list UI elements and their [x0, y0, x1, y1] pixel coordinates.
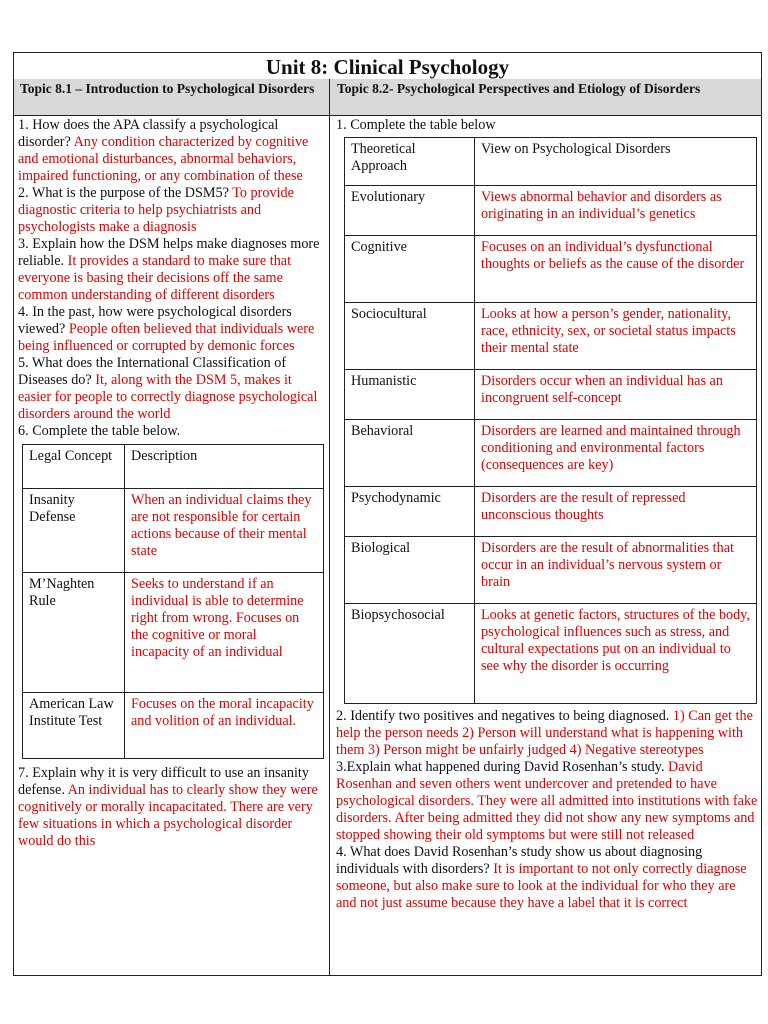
table-row [345, 604, 757, 704]
view-cell: Disorders are the result of abnormalities that occur in an individual’s nervous system or brain [475, 537, 757, 604]
legal-concept-cell: American Law Institute Test [23, 693, 125, 759]
topic-header-row [14, 79, 761, 116]
table-header-cell: Legal Concept [23, 445, 125, 489]
answer-text: 1) Can get the help the person needs 2) Person will understand what is happening with them 3) Person might be unfairly judged 4) Negative stereotypes [336, 708, 753, 758]
view-cell: Views abnormal behavior and disorders as originating in an individual’s genetics [475, 186, 757, 236]
question-text: 2. Identify two positives and negatives to being diagnosed. [336, 708, 673, 724]
perspectives-table [344, 137, 757, 704]
column-divider [329, 79, 330, 975]
table-header-cell: View on Psychological Disorders [475, 138, 757, 186]
question-text: 7. Explain why it is very difficult to use an insanity defense. [18, 765, 309, 798]
view-cell: Disorders occur when an individual has an incongruent self-concept [475, 370, 757, 420]
table-header-cell: Description [125, 445, 324, 489]
left-column [18, 117, 324, 850]
answer-text: It provides a standard to make sure that everyone is basing their decisions off the same common understanding of different disorders [18, 253, 292, 303]
answer-text: David Rosenhan and seven others went undercover and pretended to have psychological disorders. They were all admitted into institutions with fake disorders. After being admitted they did not show any new symptoms and stopped showing their old symptoms but were still not released [336, 759, 758, 843]
question-text: 5. What does the International Classification of Diseases do? [18, 355, 287, 388]
table-header-row [345, 138, 757, 186]
legal-description-cell: Seeks to understand if an individual is able to determine right from wrong. Focuses on the cognitive or moral incapacity of an individual [125, 573, 324, 693]
worksheet [13, 52, 762, 976]
table-row [345, 186, 757, 236]
question-text: 3.Explain what happened during David Rosenhan’s study. [336, 759, 669, 775]
approach-cell: Behavioral [345, 420, 475, 487]
answer-text: An individual has to clearly show they were cognitively or morally incapacitated. There are very few situations in which a psychological disorder would do this [18, 782, 318, 849]
question-4 [18, 304, 324, 355]
legal-concept-cell: M’Naghten Rule [23, 573, 125, 693]
approach-cell: Biopsychosocial [345, 604, 475, 704]
approach-cell: Evolutionary [345, 186, 475, 236]
table-row [345, 370, 757, 420]
legal-concept-cell: Insanity Defense [23, 489, 125, 573]
approach-cell: Cognitive [345, 236, 475, 303]
legal-description-cell: Focuses on the moral incapacity and volition of an individual. [125, 693, 324, 759]
question-3-right [336, 759, 759, 844]
table-row [23, 489, 324, 573]
table-row [23, 693, 324, 759]
table-row [345, 420, 757, 487]
question-text: 4. In the past, how were psychological disorders viewed? [18, 304, 292, 337]
question-6: 6. Complete the table below. [18, 423, 181, 439]
question-4-right [336, 844, 759, 912]
question-text: 3. Explain how the DSM helps make diagnoses more reliable. [18, 236, 320, 269]
table-header-row [23, 445, 324, 489]
question-5 [18, 355, 324, 423]
table-row [345, 303, 757, 370]
question-text: 1. How does the APA classify a psychological disorder? [18, 117, 279, 150]
question-3 [18, 236, 324, 304]
table-row [23, 573, 324, 693]
table-row [345, 537, 757, 604]
approach-cell: Sociocultural [345, 303, 475, 370]
view-cell: Disorders are learned and maintained through conditioning and environmental factors (consequences are key) [475, 420, 757, 487]
page-title: Unit 8: Clinical Psychology [14, 53, 761, 80]
view-cell: Looks at genetic factors, structures of the body, psychological influences such as stress, and cultural expectations put on an individual to see why the disorder is occurring [475, 604, 757, 704]
left-topic-header: Topic 8.1 – Introduction to Psychological Disorders [20, 81, 315, 96]
right-topic-header: Topic 8.2- Psychological Perspectives and Etiology of Disorders [337, 81, 701, 96]
answer-text: To provide diagnostic criteria to help psychiatrists and psychologists make a diagnosis [18, 185, 294, 235]
question-text: 4. What does David Rosenhan’s study show us about diagnosing individuals with disorders? [336, 844, 703, 877]
approach-cell: Biological [345, 537, 475, 604]
question-2-right [336, 708, 759, 759]
question-1-right: 1. Complete the table below [336, 117, 496, 133]
approach-cell: Humanistic [345, 370, 475, 420]
answer-text: It is important to not only correctly diagnose someone, but also make sure to look at the individual for who they are and not just assume because they have a label that it is correct [336, 861, 747, 911]
right-column [336, 117, 759, 912]
table-row [345, 487, 757, 537]
view-cell: Focuses on an individual’s dysfunctional thoughts or beliefs as the cause of the disorder [475, 236, 757, 303]
answer-text: People often believed that individuals were being influenced or corrupted by demonic forces [18, 321, 315, 354]
legal-description-cell: When an individual claims they are not responsible for certain actions because of their mental state [125, 489, 324, 573]
question-2 [18, 185, 324, 236]
approach-cell: Psychodynamic [345, 487, 475, 537]
table-row [345, 236, 757, 303]
question-text: 2. What is the purpose of the DSM5? [18, 185, 233, 201]
question-7 [18, 765, 324, 850]
legal-concepts-table [22, 444, 324, 759]
view-cell: Looks at how a person’s gender, nationality, race, ethnicity, sex, or societal status impacts their mental state [475, 303, 757, 370]
question-1 [18, 117, 324, 185]
answer-text: It, along with the DSM 5, makes it easier for people to correctly diagnose psychological disorders around the world [18, 372, 318, 422]
answer-text: Any condition characterized by cognitive and emotional disturbances, abnormal behaviors, impaired functioning, or any combination of these [18, 134, 309, 184]
view-cell: Disorders are the result of repressed unconscious thoughts [475, 487, 757, 537]
table-header-cell: Theoretical Approach [345, 138, 475, 186]
